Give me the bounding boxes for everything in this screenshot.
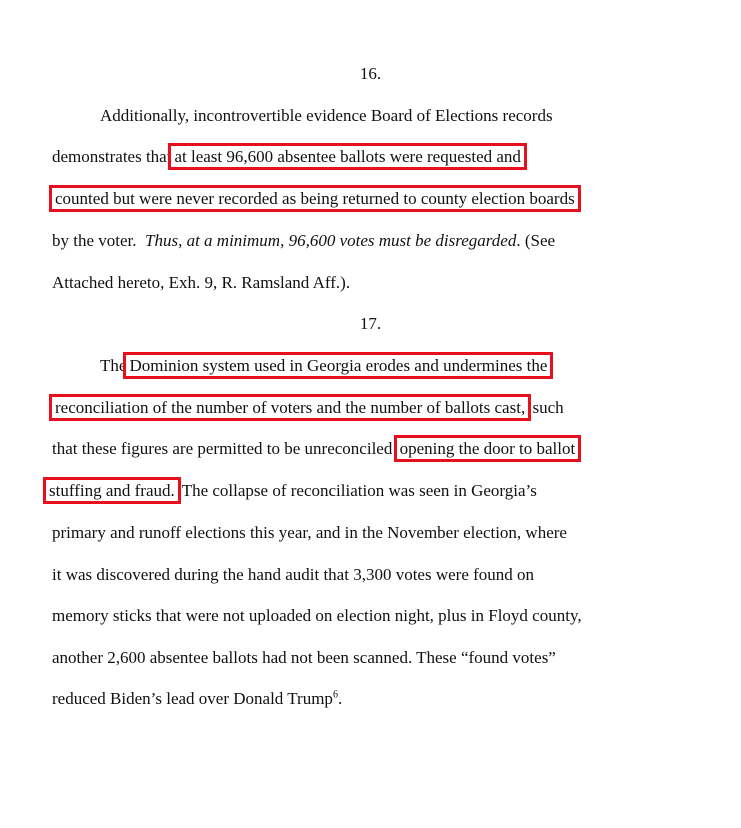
p17-line-5: primary and runoff elections this year, and in the November election, where bbox=[52, 523, 567, 542]
paragraph-number-17: 17. bbox=[359, 314, 382, 333]
p17-line-3: that these figures are permitted to be unreconciled opening the door to ballot bbox=[52, 439, 578, 459]
p16-line-4: by the voter. Thus, at a minimum, 96,600 votes must be disregarded. (See bbox=[52, 231, 556, 250]
highlight-box-reconciliation: reconciliation of the number of voters and the number of ballots cast, bbox=[52, 397, 528, 418]
paragraph-number-16: 16. bbox=[359, 64, 382, 83]
highlight-box-dominion-system: Dominion system used in Georgia erodes and undermines the bbox=[126, 355, 550, 376]
p17-line-4: stuffing and fraud. The collapse of reconciliation was seen in Georgia’s bbox=[46, 481, 537, 501]
p17-line-8: another 2,600 absentee ballots had not been scanned. These “found votes” bbox=[52, 648, 556, 667]
highlight-box-stuffing-fraud: stuffing and fraud. bbox=[46, 480, 178, 501]
p17-line-2: reconciliation of the number of voters and the number of ballots cast, such bbox=[52, 398, 564, 418]
highlight-box-ballots-requested: at least 96,600 absentee ballots were requested and bbox=[171, 146, 523, 167]
p16-line-5: Attached hereto, Exh. 9, R. Ramsland Aff.). bbox=[52, 273, 351, 292]
p16-line-3 bbox=[52, 189, 578, 209]
p16-line-1: Additionally, incontrovertible evidence Board of Elections records bbox=[100, 106, 553, 125]
p17-line-9: reduced Biden’s lead over Donald Trump$^6$. bbox=[52, 689, 343, 708]
highlight-box-opening-door: opening the door to ballot bbox=[397, 438, 579, 459]
p17-line-6: it was discovered during the hand audit that 3,300 votes were found on bbox=[52, 565, 535, 584]
footnote-marker[interactable]: 6 bbox=[332, 689, 338, 701]
highlight-box-never-recorded: counted but were never recorded as being returned to county election boards bbox=[52, 188, 578, 209]
p16-line-2: demonstrates that at least 96,600 absentee ballots were requested and bbox=[52, 147, 524, 167]
p17-line-1: The Dominion system used in Georgia erodes and undermines the bbox=[100, 356, 550, 376]
p17-line-7: memory sticks that were not uploaded on election night, plus in Floyd county, bbox=[52, 606, 582, 625]
italic-emphasis: Thus, at a minimum, 96,600 votes must be disregarded bbox=[145, 231, 517, 250]
